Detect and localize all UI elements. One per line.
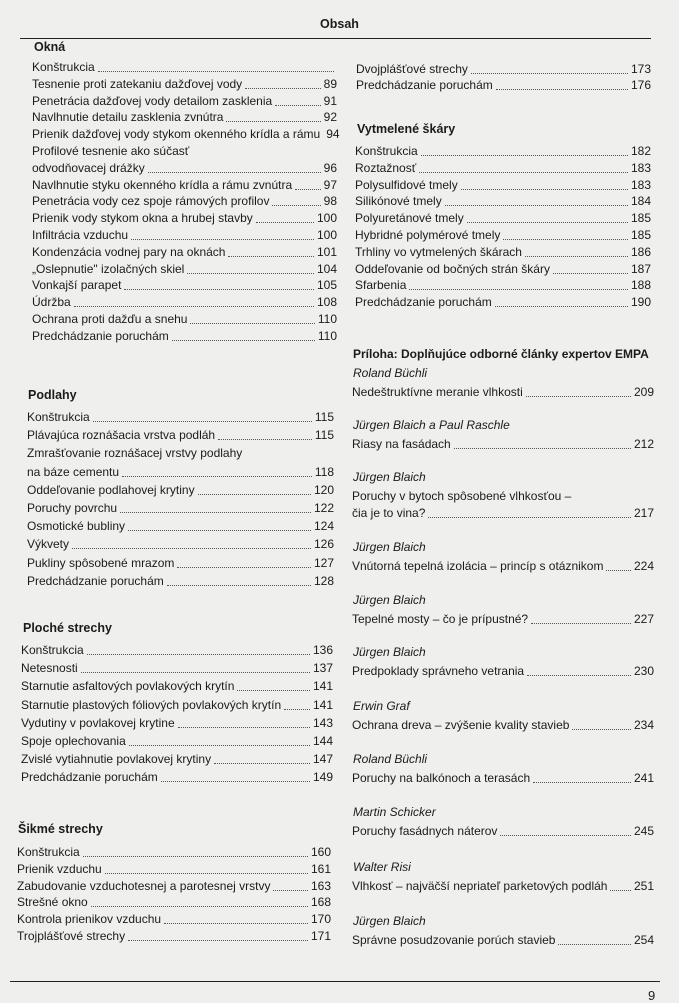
section-title: Šikmé strechy — [18, 822, 103, 836]
entry-title: Sfarbenia — [355, 278, 407, 293]
dot-leader — [81, 671, 310, 673]
toc-entry — [27, 574, 334, 589]
toc-entry — [27, 465, 334, 480]
article-author: Roland Büchli — [353, 752, 428, 766]
article-author: Jürgen Blaich — [353, 540, 426, 554]
page-header-title: Obsah — [320, 17, 359, 31]
toc-entry — [17, 912, 331, 927]
entry-page: 94 — [326, 127, 340, 142]
dot-leader — [284, 708, 310, 710]
entry-page: 137 — [312, 661, 333, 676]
toc-entry — [355, 211, 651, 226]
toc-entry — [17, 862, 331, 877]
dot-leader — [409, 288, 628, 290]
entry-title: Vydutiny v povlakovej krytine — [21, 715, 175, 730]
entry-page: 144 — [312, 734, 333, 748]
dot-leader — [83, 855, 308, 857]
toc-entry — [352, 385, 654, 400]
dot-leader — [421, 154, 628, 156]
entry-title-line: Zmrašťovanie roznášacej vrstvy podlahy — [27, 446, 243, 461]
dot-leader — [256, 221, 314, 223]
entry-title: Predchádzanie poruchám — [21, 770, 158, 785]
toc-entry — [32, 110, 337, 125]
dot-leader — [105, 872, 308, 874]
dot-leader — [128, 939, 308, 941]
toc-entry — [27, 410, 334, 425]
entry-title: Navlhnutie detailu zasklenia zvnútra — [32, 110, 224, 125]
entry-page: 105 — [316, 278, 337, 293]
entry-page: 227 — [633, 612, 654, 626]
entry-title: Oddeľovanie od bočných strán škáry — [355, 261, 550, 276]
dot-leader — [120, 511, 311, 513]
dot-leader — [500, 834, 631, 836]
toc-entry — [21, 679, 333, 694]
entry-title: Dvojplášťové strechy — [356, 62, 468, 76]
entry-page: 115 — [314, 410, 334, 424]
article-author: Erwin Graf — [353, 699, 410, 713]
entry-title: Údržba — [32, 295, 71, 310]
entry-title: Predchádzanie poruchám — [27, 573, 164, 588]
entry-title: Hybridné polymérové tmely — [355, 228, 501, 242]
dot-leader — [275, 104, 320, 106]
entry-page: 245 — [633, 824, 654, 838]
toc-entry — [32, 278, 337, 293]
toc-entry — [352, 506, 654, 521]
entry-page: 108 — [316, 295, 337, 310]
toc-entry — [32, 194, 337, 209]
dot-leader — [161, 780, 310, 782]
entry-page: 224 — [633, 559, 654, 573]
entry-title: Konštrukcia — [21, 643, 84, 657]
entry-page: 104 — [316, 261, 337, 276]
entry-title: Polysulfidové tmely — [355, 177, 458, 192]
toc-entry — [17, 845, 331, 860]
dot-leader — [74, 305, 314, 307]
entry-title: Vlhkosť – najväčší nepriateľ parketových podláh — [352, 879, 608, 893]
entry-title: Predchádzanie poruchám — [32, 328, 169, 343]
entry-title: Konštrukcia — [17, 845, 80, 859]
toc-entry — [32, 262, 337, 277]
dot-leader — [172, 339, 315, 341]
entry-page: 101 — [316, 244, 337, 259]
dot-leader — [91, 905, 308, 907]
dot-leader — [525, 255, 628, 257]
entry-page: 254 — [633, 933, 654, 947]
entry-page: 110 — [317, 312, 337, 326]
entry-title: Starnutie asfaltových povlakových krytín — [21, 679, 235, 694]
toc-entry — [32, 60, 337, 75]
entry-page: 126 — [313, 537, 334, 552]
entry-page: 184 — [630, 194, 651, 209]
toc-entry — [27, 519, 334, 534]
entry-page: 212 — [633, 437, 654, 451]
dot-leader — [131, 238, 314, 240]
entry-title: Riasy na fasádach — [352, 437, 451, 451]
entry-title: Tesnenie proti zatekaniu dažďovej vody — [32, 76, 243, 91]
dot-leader — [572, 728, 631, 730]
entry-title: Pukliny spôsobené mrazom — [27, 555, 175, 570]
toc-entry — [355, 262, 651, 277]
entry-page: 136 — [312, 643, 333, 657]
entry-title: Poruchy na balkónoch a terasách — [352, 771, 531, 785]
dot-leader — [533, 781, 631, 783]
entry-title: „Oslepnutie" izolačných skiel — [32, 261, 185, 276]
entry-title: Predchádzanie poruchám — [356, 78, 493, 93]
toc-entry — [356, 78, 651, 93]
dot-leader — [98, 70, 334, 72]
entry-page: 251 — [633, 879, 654, 893]
entry-page: 182 — [630, 144, 651, 158]
dot-leader — [471, 72, 628, 74]
entry-title: Penetrácia vody cez spoje rámových profilov — [32, 194, 270, 209]
entry-page: 141 — [312, 697, 333, 712]
entry-page: 183 — [630, 160, 651, 175]
entry-title: Konštrukcia — [355, 144, 418, 158]
entry-title: Kontrola prienikov vzduchu — [17, 912, 162, 927]
dot-leader — [467, 221, 628, 223]
entry-title: Zvislé vytiahnutie povlakovej krytiny — [21, 752, 212, 767]
dot-leader — [461, 188, 628, 190]
entry-title: Konštrukcia — [27, 410, 90, 424]
toc-entry — [17, 929, 331, 944]
article-author: Roland Büchli — [353, 366, 428, 380]
dot-leader — [272, 204, 320, 206]
dot-leader — [526, 395, 631, 397]
dot-leader — [122, 475, 312, 477]
entry-title: Silikónové tmely — [355, 194, 442, 209]
entry-title: Starnutie plastových fóliových povlakových krytín — [21, 697, 282, 712]
entry-page: 115 — [314, 428, 334, 443]
section-title: Vytmelené škáry — [357, 122, 456, 136]
dot-leader — [558, 943, 631, 945]
entry-page: 217 — [633, 506, 654, 520]
entry-title: Trojplášťové strechy — [17, 929, 126, 943]
dot-leader — [295, 188, 321, 190]
toc-entry — [32, 228, 337, 243]
toc-entry — [32, 127, 340, 142]
entry-page: 92 — [323, 110, 337, 125]
toc-entry — [352, 612, 654, 627]
dot-leader — [93, 420, 312, 422]
dot-leader — [610, 889, 630, 891]
article-author: Jürgen Blaich — [353, 470, 426, 484]
entry-page: 127 — [313, 555, 334, 570]
entry-title: Oddeľovanie podlahovej krytiny — [27, 482, 195, 497]
toc-entry — [32, 178, 337, 193]
toc-entry — [352, 933, 654, 948]
dot-leader — [496, 88, 628, 90]
entry-title: Strešné okno — [17, 895, 88, 910]
entry-title: Vnútorná tepelná izolácia – princíp s otáznikom — [352, 559, 604, 573]
entry-page: 160 — [310, 845, 331, 859]
dot-leader — [190, 322, 314, 324]
entry-page: 100 — [316, 211, 337, 226]
entry-title: Osmotické bubliny — [27, 519, 126, 534]
toc-entry — [32, 312, 337, 327]
dot-leader — [527, 674, 631, 676]
toc-entry — [27, 537, 334, 552]
toc-entry — [21, 734, 333, 749]
toc-entry — [356, 62, 651, 77]
entry-title: Roztažnosť — [355, 160, 417, 175]
dot-leader — [273, 889, 307, 891]
article-author: Walter Risi — [353, 860, 411, 874]
entry-page: 143 — [312, 715, 333, 730]
entry-title: na báze cementu — [27, 464, 120, 479]
dot-leader — [503, 238, 628, 240]
entry-page: 141 — [312, 679, 333, 694]
entry-page: 98 — [323, 194, 337, 209]
dot-leader — [187, 272, 314, 274]
dot-leader — [531, 622, 631, 624]
dot-leader — [167, 584, 311, 586]
entry-page: 161 — [310, 861, 331, 876]
entry-title: Poruchy povrchu — [27, 501, 118, 515]
dot-leader — [214, 762, 310, 764]
entry-title-line: Profilové tesnenie ako súčasť — [32, 144, 190, 158]
entry-title: Konštrukcia — [32, 60, 95, 74]
dot-leader — [445, 204, 628, 206]
entry-page: 91 — [323, 93, 337, 108]
entry-title: Polyuretánové tmely — [355, 211, 464, 226]
entry-page: 234 — [633, 718, 654, 732]
dot-leader — [128, 529, 311, 531]
appendix-title: Príloha: Doplňujúce odborné články expertov EMPA — [353, 347, 649, 361]
entry-title: odvodňovacej drážky — [32, 160, 145, 175]
toc-entry — [17, 895, 331, 910]
entry-title: Penetrácia dažďovej vody detailom zasklenia — [32, 93, 273, 108]
entry-title: Predchádzanie poruchám — [355, 295, 492, 310]
entry-title: Prienik vody stykom okna a hrubej stavby — [32, 211, 253, 226]
entry-page: 170 — [310, 912, 331, 927]
footer-rule — [10, 981, 660, 982]
entry-title: Trhliny vo vytmelených škárach — [355, 244, 522, 259]
entry-title: Navlhnutie styku okenného krídla a rámu zvnútra — [32, 177, 293, 192]
entry-title: Spoje oplechovania — [21, 734, 126, 748]
entry-page: 173 — [630, 62, 651, 76]
dot-leader — [237, 689, 310, 691]
toc-entry — [355, 178, 651, 193]
entry-page: 171 — [310, 929, 331, 943]
dot-leader — [129, 744, 310, 746]
toc-entry — [21, 752, 333, 767]
entry-title: Výkvety — [27, 537, 70, 552]
entry-page: 120 — [313, 482, 334, 497]
dot-leader — [553, 272, 628, 274]
entry-page: 185 — [630, 211, 651, 226]
toc-entry — [32, 211, 337, 226]
entry-title: Ochrana dreva – zvýšenie kvality stavieb — [352, 718, 570, 732]
entry-page: 186 — [630, 244, 651, 259]
toc-entry — [21, 643, 333, 658]
toc-entry — [355, 278, 651, 293]
toc-entry — [17, 879, 331, 894]
dot-leader — [495, 305, 628, 307]
entry-page: 147 — [312, 752, 333, 767]
toc-entry — [32, 245, 337, 260]
header-rule — [20, 38, 651, 39]
entry-page: 187 — [630, 261, 651, 276]
toc-entry — [27, 483, 334, 498]
entry-title: Infiltrácia vzduchu — [32, 228, 129, 242]
entry-title: Netesnosti — [21, 661, 78, 676]
dot-leader — [226, 120, 320, 122]
entry-page: 183 — [630, 177, 651, 192]
dot-leader — [72, 547, 311, 549]
toc-entry — [32, 161, 337, 176]
toc-entry — [355, 161, 651, 176]
entry-title: Správne posudzovanie porúch stavieb — [352, 933, 556, 947]
toc-entry — [21, 661, 333, 676]
dot-leader — [124, 288, 314, 290]
entry-page: 168 — [310, 895, 331, 910]
article-author: Martin Schicker — [353, 805, 436, 819]
page-number: 9 — [648, 988, 656, 1003]
dot-leader — [245, 87, 320, 89]
entry-page: 100 — [316, 228, 337, 242]
article-author: Jürgen Blaich — [353, 645, 426, 659]
entry-page: 163 — [310, 878, 331, 893]
toc-entry — [355, 228, 651, 243]
entry-page: 128 — [313, 573, 334, 588]
entry-page: 241 — [633, 771, 654, 785]
toc-entry — [21, 716, 333, 731]
toc-entry — [355, 144, 651, 159]
entry-page: 122 — [313, 501, 334, 515]
toc-entry — [355, 194, 651, 209]
toc-entry — [352, 718, 654, 733]
dot-leader — [428, 516, 631, 518]
entry-page: 176 — [630, 78, 651, 93]
section-title: Podlahy — [28, 388, 77, 402]
article-title-line: Poruchy v bytoch spôsobené vlhkosťou – — [352, 489, 572, 503]
entry-title: Zabudovanie vzduchotesnej a parotesnej vrstvy — [17, 878, 271, 893]
entry-title: Tepelné mosty – čo je prípustné? — [352, 612, 529, 626]
entry-title: Kondenzácia vodnej pary na oknách — [32, 244, 226, 259]
entry-title: Prienik dažďovej vody stykom okenného krídla a rámu — [32, 127, 321, 142]
dot-leader — [218, 438, 312, 440]
entry-page: 110 — [317, 328, 337, 343]
dot-leader — [148, 171, 321, 173]
toc-entry — [32, 329, 337, 344]
article-author: Jürgen Blaich — [353, 914, 426, 928]
toc-entry — [27, 556, 334, 571]
entry-page: 209 — [633, 385, 654, 399]
section-title: Ploché strechy — [23, 621, 112, 635]
entry-page: 230 — [633, 664, 654, 678]
toc-entry — [27, 428, 334, 443]
entry-title: Predpoklady správneho vetrania — [352, 664, 525, 678]
entry-page: 97 — [323, 177, 337, 192]
section-title: Okná — [34, 40, 66, 54]
dot-leader — [177, 566, 311, 568]
toc-entry — [32, 295, 337, 310]
article-author: Jürgen Blaich — [353, 593, 426, 607]
entry-title: Poruchy fasádnych náterov — [352, 824, 498, 838]
entry-page: 124 — [313, 519, 334, 534]
article-author: Jürgen Blaich a Paul Raschle — [353, 418, 510, 432]
dot-leader — [178, 726, 310, 728]
entry-title: Prienik vzduchu — [17, 861, 102, 876]
toc-entry — [32, 94, 337, 109]
dot-leader — [419, 171, 628, 173]
toc-entry — [32, 77, 337, 92]
entry-page: 188 — [630, 278, 651, 293]
toc-entry — [21, 698, 333, 713]
entry-page: 190 — [630, 295, 651, 310]
entry-page: 149 — [312, 770, 333, 785]
entry-title: Plávajúca roznášacia vrstva podláh — [27, 428, 216, 443]
toc-entry — [352, 879, 654, 894]
toc-entry — [355, 245, 651, 260]
toc-entry — [27, 501, 334, 516]
dot-leader — [164, 922, 308, 924]
toc-entry — [352, 824, 654, 839]
dot-leader — [87, 653, 310, 655]
entry-title: čia je to vina? — [352, 506, 426, 520]
dot-leader — [606, 569, 630, 571]
toc-entry — [352, 664, 654, 679]
entry-title: Ochrana proti dažďu a snehu — [32, 312, 188, 326]
dot-leader — [228, 255, 313, 257]
entry-page: 96 — [323, 160, 337, 175]
toc-entry — [352, 559, 654, 574]
toc-entry — [352, 437, 654, 452]
entry-page: 185 — [630, 228, 651, 242]
dot-leader — [454, 447, 631, 449]
dot-leader — [198, 493, 311, 495]
toc-entry — [355, 295, 651, 310]
entry-title: Nedeštruktívne meranie vlhkosti — [352, 385, 523, 399]
entry-page: 118 — [314, 464, 334, 479]
entry-title: Vonkajší parapet — [32, 278, 122, 293]
toc-entry — [352, 771, 654, 786]
entry-page: 89 — [323, 76, 337, 91]
toc-entry — [21, 770, 333, 785]
